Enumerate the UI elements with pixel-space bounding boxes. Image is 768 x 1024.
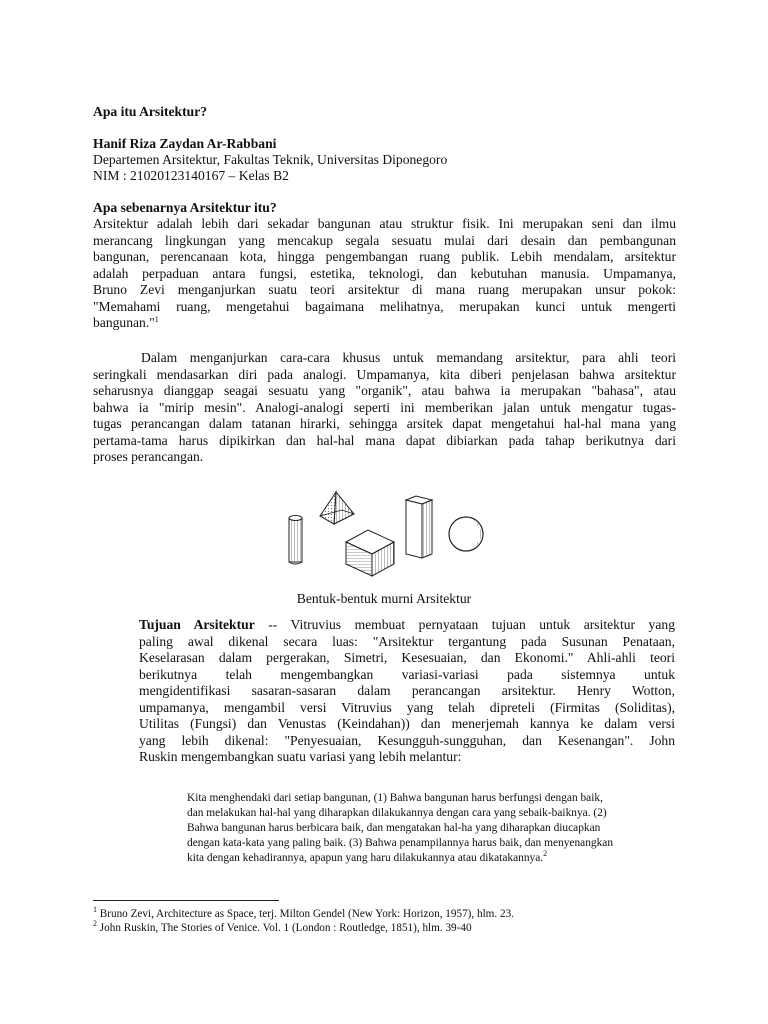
paragraph-line: Utilitas (Fungsi) dan Venustas (Keindahan)) dan menerjemah kannya ke dalam versi xyxy=(139,716,675,731)
section2-paragraph xyxy=(93,350,676,466)
paragraph-line: mengidentifikasi sasaran-sasaran dalam perancangan arsitektur. Henry Wotton, xyxy=(139,683,675,698)
paragraph-line: proses perancangan. xyxy=(93,449,204,464)
footnote-1 xyxy=(93,907,514,921)
paragraph-text: -- Vitruvius membuat pernyataan tujuan untuk arsitektur yang xyxy=(254,617,675,632)
document-title: Apa itu Arsitektur? xyxy=(93,104,208,119)
paragraph-line: bahwa ia "mirip mesin". Analogi-analogi seperti ini memberikan jalan untuk mengatur tugas- xyxy=(93,399,676,415)
quote-line: dengan kata-kata yang paling baik. (3) Bahwa penampilannya harus baik, dan menyenangkan xyxy=(187,837,614,849)
quote-text: kita dengan kehadirannya, apapun yang haru dilakukannya atau dikatakannya. xyxy=(187,852,544,864)
quote-line: dan melakukan hal-hal yang diharapkan dilakukannya dengan cara yang sebaik-baiknya. (2) xyxy=(187,807,607,819)
paragraph-line: Keselarasan dalam pergerakan, Simetri, Kesesuaian, dan Ekonomi." Ahli-ahli teori xyxy=(139,650,675,665)
prism-shape xyxy=(406,496,432,558)
paragraph-line: Arsitektur adalah lebih dari sekadar bangunan atau struktur fisik. Ini merupakan seni dan ilmu xyxy=(93,216,676,231)
paragraph-line: seharusnya dianggap seagai sesuatu yang "organik", atau bahwa ia merupakan "bahasa", atau xyxy=(93,383,676,398)
section1-paragraph xyxy=(93,216,676,332)
sphere-shape xyxy=(449,517,483,551)
geometric-solids-illustration xyxy=(276,486,490,578)
figure-pure-forms xyxy=(276,486,490,578)
paragraph-line xyxy=(93,315,676,332)
author-name: Hanif Riza Zaydan Ar-Rabbani xyxy=(93,136,277,151)
paragraph-line: berikutnya telah mengembangkan variasi-variasi pada sistemnya untuk xyxy=(139,666,675,682)
paragraph-line: bangunan, perencanaan kota, hingga pengembangan ruang publik. Lebih mendalam, arsitektur xyxy=(93,249,676,264)
author-department: Departemen Arsitektur, Fakultas Teknik, Universitas Diponegoro xyxy=(93,152,448,167)
section-heading: Apa sebenarnya Arsitektur itu? xyxy=(93,200,277,215)
paragraph-line: "Memahami ruang, mengetahui bagaimana melihatnya, merupakan kunci untuk mengerti xyxy=(93,298,676,314)
footnote-ref-2[interactable]: 2 xyxy=(543,849,548,858)
author-nim: NIM : 21020123140167 – Kelas B2 xyxy=(93,168,289,183)
pyramid-shape xyxy=(320,492,354,524)
quote-line: Bahwa bangunan harus berbicara baik, dan mengatakan hal-ha yang diharapkan diucapkan xyxy=(187,822,601,834)
footnote-separator xyxy=(93,900,279,901)
footnote-number: 1 xyxy=(93,905,97,914)
block-quote xyxy=(187,791,671,866)
quote-line: Kita menghendaki dari setiap bangunan, (1) Bahwa bangunan harus berfungsi dengan baik, xyxy=(187,792,603,804)
paragraph-line: merancang lingkungan yang mencakup segala sesuatu mulai dari desain dan pembangunan xyxy=(93,232,676,248)
cylinder-shape xyxy=(289,516,302,565)
footnote-2 xyxy=(93,921,472,935)
footnote-number: 2 xyxy=(93,919,97,928)
paragraph-line: pertama-tama harus dipikirkan dan hal-hal mana dapat dibiarkan pada tahap berikutnya dari xyxy=(93,432,676,448)
cube-shape xyxy=(346,530,394,576)
figure-caption: Bentuk-bentuk murni Arsitektur xyxy=(296,591,472,606)
paragraph-line: paling awal dikenal secara luas: "Arsitektur tergantung pada Susunan Penataan, xyxy=(139,633,675,649)
paragraph-line: umpamanya, mengambil versi Vitruvius yang telah dipreteli (Firmitas (Soliditas), xyxy=(139,699,675,715)
quote-line xyxy=(187,851,671,866)
paragraph-line: adalah perpaduan antara fungsi, estetika, teknologi, dan kebutuhan manusia. Umpamanya, xyxy=(93,265,676,281)
paragraph-text: bangunan." xyxy=(93,315,155,330)
paragraph-line: tugas perancangan dalam tatanan hirarki, sehingga arsitek dapat mengetahui hal-hal mana yang xyxy=(93,416,676,431)
paragraph-line xyxy=(139,617,675,634)
footnote-text: John Ruskin, The Stories of Venice. Vol. 1 (London : Routledge, 1851), hlm. 39-40 xyxy=(99,922,472,934)
section-label: Tujuan Arsitektur xyxy=(139,617,255,632)
paragraph-line: seringkali mendasarkan diri pada analogi. Umpamanya, kita diberi penjelasan bahwa arsitektur xyxy=(93,366,676,382)
paragraph-line: Dalam menganjurkan cara-cara khusus untuk memandang arsitektur, para ahli teori xyxy=(141,350,676,365)
footnote-text: Bruno Zevi, Architecture as Space, terj. Milton Gendel (New York: Horizon, 1957), hlm. 23. xyxy=(99,908,514,920)
paragraph-line: yang lebih dikenal: "Penyesuaian, Kesungguh-sungguhan, dan Kesenangan". John xyxy=(139,732,675,748)
section3-paragraph xyxy=(139,617,675,766)
paragraph-line: Bruno Zevi menganjurkan suatu teori arsitektur di mana ruang merupakan unsur pokok: xyxy=(93,282,676,297)
paragraph-line: Ruskin mengembangkan suatu variasi yang lebih melantur: xyxy=(139,749,462,764)
footnote-ref-1[interactable]: 1 xyxy=(154,315,159,324)
